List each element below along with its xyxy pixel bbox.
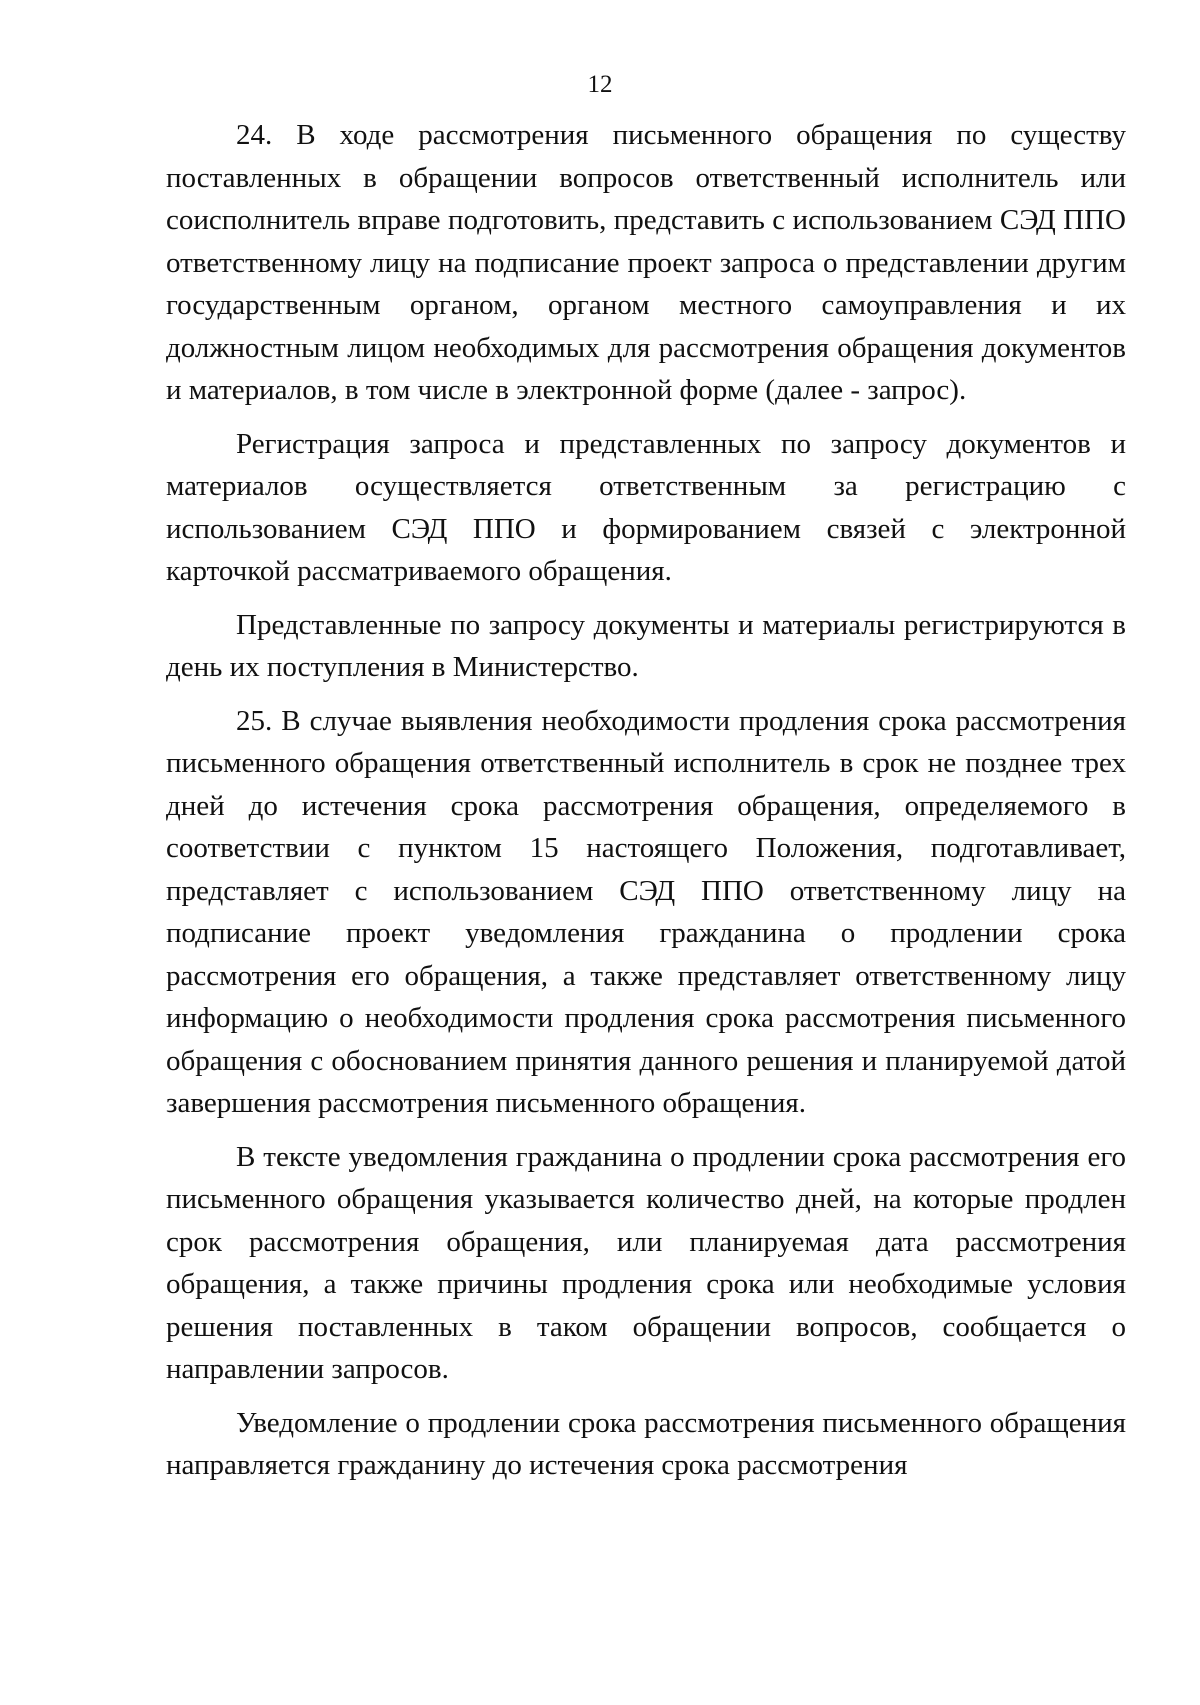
document-body xyxy=(166,114,1126,1487)
paragraph-notification-sending: Уведомление о продлении срока рассмотрения письменного обращения направляется гражданину до истечения срока рассмотрения xyxy=(166,1406,1126,1481)
paragraph-materials-registration: Представленные по запросу документы и материалы регистрируются в день их поступления в Министерство. xyxy=(166,608,1126,683)
paragraph-request-registration: Регистрация запроса и представленных по запросу документов и материалов осуществляется ответственным за регистрацию с использованием СЭД ППО и формированием связей с электронной карточкой рассматриваемого обращения. xyxy=(166,427,1126,587)
paragraph-notification-text: В тексте уведомления гражданина о продлении срока рассмотрения его письменного обращения указывается количество дней, на которые продлен срок рассмотрения обращения, или планируемая дата рассмотрения обращения, а также причины продления срока или необходимые условия решения поставленных в таком обращении вопросов, сообщается о направлении запросов. xyxy=(166,1140,1126,1385)
page-number: 12 xyxy=(587,71,613,98)
paragraph-24: 24. В ходе рассмотрения письменного обращения по существу поставленных в обращении вопросов ответственный исполнитель или соисполнитель вправе подготовить, представить с использованием СЭД ППО ответственному лицу на подписание проект запроса о представлении другим государственным органом, органом местного самоуправления и их должностным лицом необходимых для рассмотрения обращения документов и материалов, в том числе в электронной форме (далее - запрос). xyxy=(166,119,1126,406)
paragraph-25: 25. В случае выявления необходимости продления срока рассмотрения письменного обращения ответственный исполнитель в срок не позднее трех дней до истечения срока рассмотрения обращения, определяемого в соответствии с пунктом 15 настоящего Положения, подготавливает, представляет с использованием СЭД ППО ответственному лицу на подписание проект уведомления гражданина о продлении срока рассмотрения его обращения, а также представляет ответственному лицу информацию о необходимости продления срока рассмотрения письменного обращения с обоснованием принятия данного решения и планируемой датой завершения рассмотрения письменного обращения. xyxy=(166,704,1126,1119)
